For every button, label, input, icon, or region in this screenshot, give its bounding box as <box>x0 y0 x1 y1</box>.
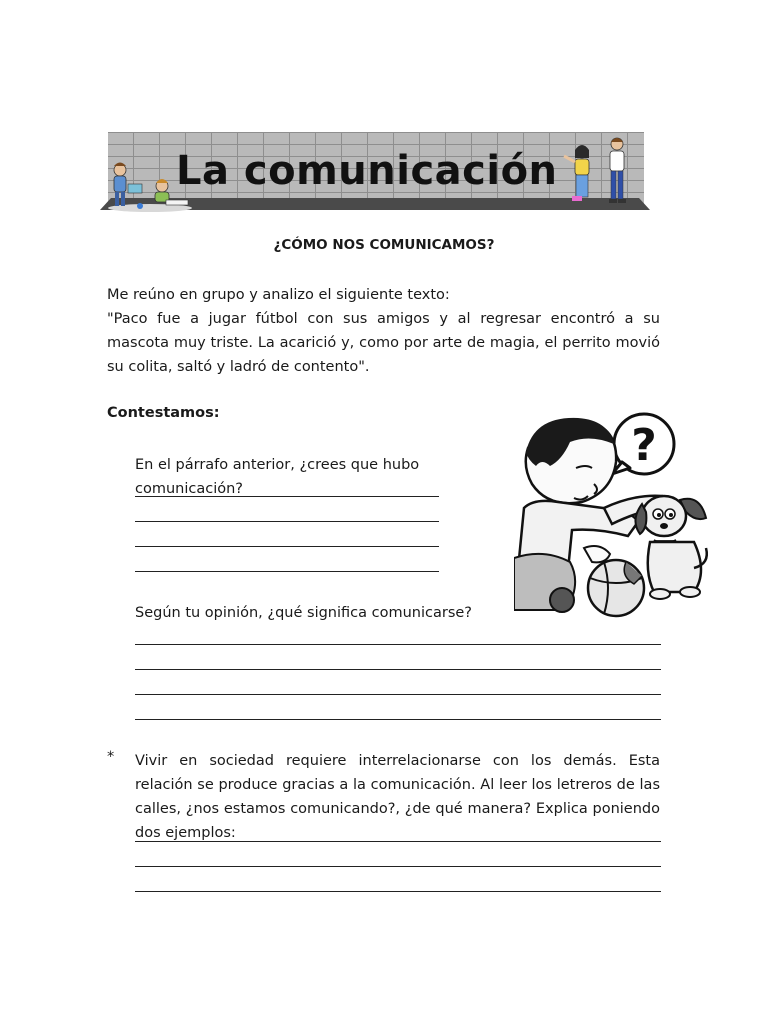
answer-line[interactable] <box>135 866 661 867</box>
society-paragraph: Vivir en sociedad requiere interrelacionarse con los demás. Esta relación se produce gracias a la comunicación. Al leer los letreros de las calles, ¿nos estamos comunicando?, ¿de qué manera? Explica poniendo dos ejemplos: <box>135 753 660 841</box>
header-banner <box>100 128 650 214</box>
question-2: Según tu opinión, ¿qué significa comunicarse? <box>135 605 472 621</box>
answer-line[interactable] <box>135 644 661 645</box>
answer-line[interactable] <box>135 571 439 572</box>
talking-people-illustration <box>562 130 652 210</box>
banner-title: La comunicación <box>176 148 558 194</box>
answer-line[interactable] <box>135 841 661 842</box>
question-bubble-icon <box>612 414 674 474</box>
intro-text: Me reúno en grupo y analizo el siguiente texto: <box>107 287 450 303</box>
worksheet-subtitle: ¿CÓMO NOS COMUNICAMOS? <box>273 237 495 253</box>
bullet-marker: * <box>107 749 115 765</box>
question-1: En el párrafo anterior, ¿crees que hubo comunicación? <box>135 457 420 497</box>
dog-icon <box>635 496 706 599</box>
answer-line[interactable] <box>135 546 439 547</box>
story-paragraph: "Paco fue a jugar fútbol con sus amigos y al regresar encontró a su mascota muy triste. La acarició y, como por arte de magia, el perrito movió su colita, saltó y ladró de contento". <box>107 311 660 375</box>
answer-line[interactable] <box>135 521 439 522</box>
answer-line[interactable] <box>135 496 439 497</box>
boy-petting-dog-illustration <box>514 408 714 623</box>
answer-line[interactable] <box>135 719 661 720</box>
answers-heading: Contestamos: <box>107 405 220 421</box>
answer-line[interactable] <box>135 891 661 892</box>
answer-line[interactable] <box>135 669 661 670</box>
answer-line[interactable] <box>135 694 661 695</box>
question-mark: ? <box>631 420 657 471</box>
